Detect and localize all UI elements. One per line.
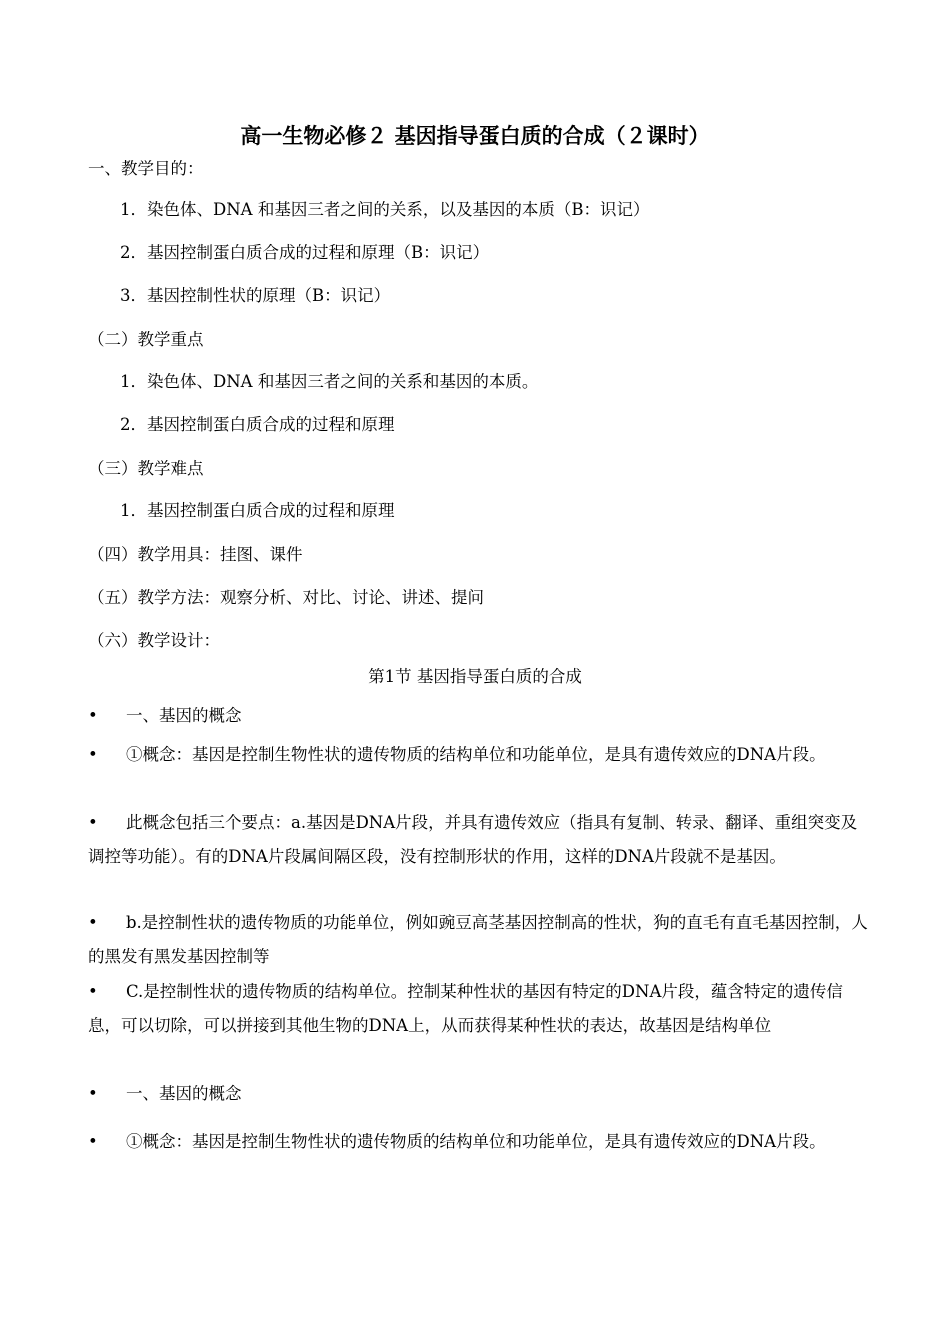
bullet-marker: • [88,706,98,725]
objective-item: 1．染色体、DNA 和基因三者之间的关系，以及基因的本质（B：识记） [120,200,650,219]
tools-line: （四）教学用具：挂图、课件 [88,545,303,564]
bullet-paragraph [88,906,868,974]
bullet-paragraph [88,806,868,874]
bullet-text: 此概念包括三个要点：a.基因是DNA片段，并具有遗传效应（指具有复制、转录、翻译、重组突变及调控等功能）。有的DNA片段属间隔区段，没有控制形状的作用，这样的DNA片段就不是基因。 [88,813,858,866]
methods-line: （五）教学方法：观察分析、对比、讨论、讲述、提问 [88,588,484,607]
bullet-marker: • [88,913,98,932]
bullet-text: b.是控制性状的遗传物质的功能单位，例如豌豆高茎基因控制高的性状，狗的直毛有直毛基因控制，人的黑发有黑发基因控制等 [88,913,868,966]
bullet-paragraph [88,738,868,772]
bullet-paragraph [88,975,868,1043]
bullet-text: 一、基因的概念 [126,706,242,725]
bullet-marker: • [88,745,98,764]
difficulty-item: 1．基因控制蛋白质合成的过程和原理 [120,501,395,520]
bullet-marker: • [88,982,98,1001]
bullet-marker: • [88,1084,98,1103]
objectives-heading: 一、教学目的： [88,159,204,178]
bullet-marker: • [88,813,98,832]
bullet-text: ①概念：基因是控制生物性状的遗传物质的结构单位和功能单位，是具有遗传效应的DNA片段。 [126,1132,826,1151]
objective-item: 2．基因控制蛋白质合成的过程和原理（B：识记） [120,243,490,262]
design-line: （六）教学设计： [88,631,220,650]
bullet-text: 一、基因的概念 [126,1084,242,1103]
difficulties-heading: （三）教学难点 [88,459,204,478]
bullet-paragraph [88,1077,868,1111]
objective-item: 3．基因控制性状的原理（B：识记） [120,286,391,305]
bullet-paragraph [88,1125,868,1159]
bullet-paragraph [88,699,868,733]
bullet-marker: • [88,1132,98,1151]
key-points-heading: （二）教学重点 [88,330,204,349]
bullet-text: ①概念：基因是控制生物性状的遗传物质的结构单位和功能单位，是具有遗传效应的DNA片段。 [126,745,826,764]
key-point-item: 2．基因控制蛋白质合成的过程和原理 [120,415,395,434]
document-title: 高一生物必修２ 基因指导蛋白质的合成（２课时） [240,124,710,148]
section-title: 第1节 基因指导蛋白质的合成 [368,667,582,686]
key-point-item: 1．染色体、DNA 和基因三者之间的关系和基因的本质。 [120,372,539,391]
bullet-text: C.是控制性状的遗传物质的结构单位。控制某种性状的基因有特定的DNA片段，蕴含特定的遗传信息，可以切除，可以拼接到其他生物的DNA上，从而获得某种性状的表达，故基因是结构单位 [88,982,843,1035]
